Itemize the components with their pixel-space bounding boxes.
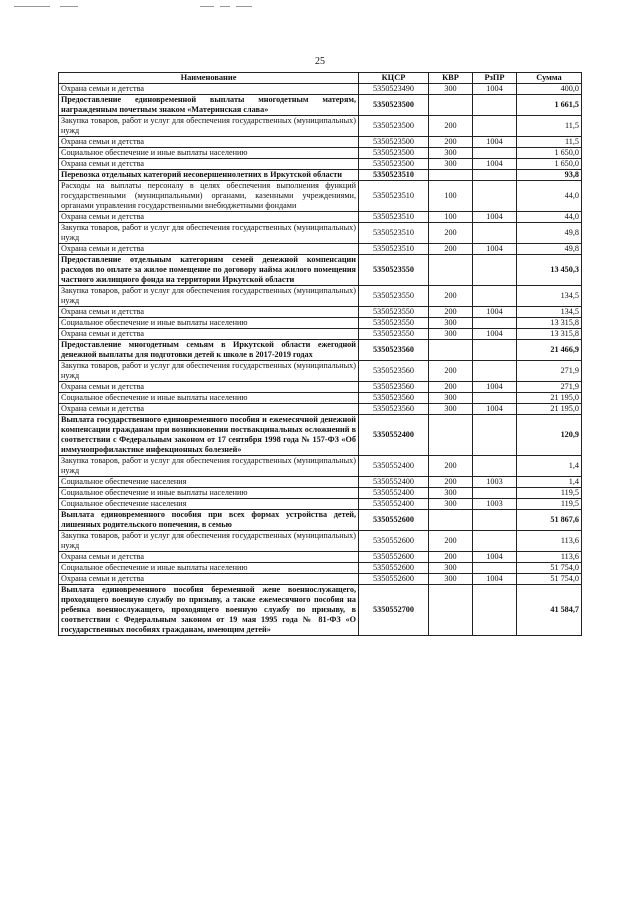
row-name-cell: Охрана семьи и детства [59, 307, 359, 318]
row-kcsr-cell: 5350523550 [359, 329, 429, 340]
table-row [59, 223, 582, 244]
row-kcsr-cell: 5350552700 [359, 585, 429, 636]
row-name-cell: Предоставление многодетным семьям в Иркутской области ежегодной денежной выплаты для подготовки детей к школе в 2017-2019 годах [59, 340, 359, 361]
row-kcsr-cell: 5350523490 [359, 84, 429, 95]
row-sum-cell: 271,9 [517, 382, 582, 393]
table-row [59, 361, 582, 382]
row-rzpr-cell [473, 585, 517, 636]
row-sum-cell: 1,4 [517, 456, 582, 477]
row-sum-cell: 119,5 [517, 499, 582, 510]
row-rzpr-cell [473, 531, 517, 552]
row-name-cell: Охрана семьи и детства [59, 159, 359, 170]
row-kcsr-cell: 5350523500 [359, 148, 429, 159]
table-row [59, 244, 582, 255]
row-sum-cell: 271,9 [517, 361, 582, 382]
row-name-cell: Закупка товаров, работ и услуг для обеспечения государственных (муниципальных) нужд [59, 456, 359, 477]
row-rzpr-cell: 1004 [473, 307, 517, 318]
row-kvr-cell [429, 340, 473, 361]
row-rzpr-cell: 1003 [473, 477, 517, 488]
table-header [59, 73, 582, 84]
row-name-cell: Охрана семьи и детства [59, 404, 359, 415]
row-sum-cell: 1 650,0 [517, 148, 582, 159]
row-kvr-cell: 300 [429, 84, 473, 95]
row-kvr-cell: 200 [429, 116, 473, 137]
row-kvr-cell: 300 [429, 159, 473, 170]
table-row [59, 563, 582, 574]
row-kcsr-cell: 5350523510 [359, 212, 429, 223]
row-kvr-cell: 300 [429, 404, 473, 415]
row-sum-cell: 44,0 [517, 181, 582, 212]
row-sum-cell: 1 650,0 [517, 159, 582, 170]
row-rzpr-cell [473, 488, 517, 499]
row-kcsr-cell: 5350523560 [359, 393, 429, 404]
row-kvr-cell: 300 [429, 499, 473, 510]
row-sum-cell: 21 466,9 [517, 340, 582, 361]
row-kcsr-cell: 5350552400 [359, 499, 429, 510]
row-kcsr-cell: 5350552400 [359, 456, 429, 477]
header-kvr: КВР [429, 73, 473, 84]
page-number: 25 [315, 56, 325, 67]
table-row [59, 499, 582, 510]
table-row-program [59, 510, 582, 531]
row-kcsr-cell: 5350552600 [359, 531, 429, 552]
row-sum-cell: 134,5 [517, 307, 582, 318]
row-kcsr-cell: 5350552400 [359, 415, 429, 456]
row-rzpr-cell [473, 361, 517, 382]
row-sum-cell: 44,0 [517, 212, 582, 223]
table-row [59, 477, 582, 488]
row-name-cell: Социальное обеспечение и иные выплаты населению [59, 393, 359, 404]
row-kvr-cell: 200 [429, 137, 473, 148]
row-kvr-cell: 300 [429, 148, 473, 159]
row-name-cell: Социальное обеспечение и иные выплаты населению [59, 318, 359, 329]
row-name-cell: Выплата единовременного пособия беременной жене военнослужащего, проходящего военную службу по призыву, а также ежемесячного пособия на ребенка военнослужащего, проходящего военную службу по призыву, в соответствии с Федеральным законом от 19 мая 1995 года № 81-ФЗ «О государственных пособиях гражданам, имеющим детей» [59, 585, 359, 636]
scan-artifact-marks [14, 4, 254, 10]
row-name-cell: Закупка товаров, работ и услуг для обеспечения государственных (муниципальных) нужд [59, 286, 359, 307]
row-name-cell: Охрана семьи и детства [59, 552, 359, 563]
row-kvr-cell: 300 [429, 563, 473, 574]
row-rzpr-cell [473, 286, 517, 307]
row-kcsr-cell: 5350523550 [359, 286, 429, 307]
table-row [59, 84, 582, 95]
row-kcsr-cell: 5350523500 [359, 159, 429, 170]
row-kvr-cell [429, 510, 473, 531]
table-row-program [59, 255, 582, 286]
row-rzpr-cell [473, 223, 517, 244]
row-kvr-cell: 100 [429, 212, 473, 223]
table-row [59, 212, 582, 223]
table-row-program [59, 170, 582, 181]
table-row [59, 456, 582, 477]
row-kvr-cell: 300 [429, 393, 473, 404]
row-rzpr-cell: 1003 [473, 499, 517, 510]
row-kcsr-cell: 5350523500 [359, 95, 429, 116]
row-kvr-cell: 300 [429, 329, 473, 340]
table-row [59, 382, 582, 393]
row-sum-cell: 113,6 [517, 552, 582, 563]
row-kvr-cell: 200 [429, 552, 473, 563]
row-kvr-cell: 300 [429, 318, 473, 329]
row-kvr-cell [429, 95, 473, 116]
row-sum-cell: 400,0 [517, 84, 582, 95]
row-name-cell: Социальное обеспечение и иные выплаты населению [59, 563, 359, 574]
table-body [59, 84, 582, 636]
row-sum-cell: 41 584,7 [517, 585, 582, 636]
row-rzpr-cell: 1004 [473, 84, 517, 95]
row-kcsr-cell: 5350523510 [359, 181, 429, 212]
row-sum-cell: 49,8 [517, 223, 582, 244]
row-kvr-cell: 200 [429, 361, 473, 382]
row-kvr-cell: 300 [429, 488, 473, 499]
row-rzpr-cell [473, 456, 517, 477]
row-rzpr-cell: 1004 [473, 552, 517, 563]
row-name-cell: Предоставление отдельным категориям семей денежной компенсации расходов по оплате за жилое помещение по договору найма жилого помещения частного жилищного фонда на территории Иркутской области [59, 255, 359, 286]
row-name-cell: Выплата единовременного пособия при всех формах устройства детей, лишенных родительского попечения, в семью [59, 510, 359, 531]
row-kcsr-cell: 5350523510 [359, 244, 429, 255]
row-name-cell: Закупка товаров, работ и услуг для обеспечения государственных (муниципальных) нужд [59, 223, 359, 244]
row-kvr-cell: 200 [429, 244, 473, 255]
table-row-program [59, 585, 582, 636]
row-rzpr-cell [473, 116, 517, 137]
table-row [59, 318, 582, 329]
row-rzpr-cell: 1004 [473, 212, 517, 223]
header-rzpr: РзПР [473, 73, 517, 84]
row-sum-cell: 51 867,6 [517, 510, 582, 531]
row-rzpr-cell: 1004 [473, 574, 517, 585]
row-kcsr-cell: 5350523500 [359, 116, 429, 137]
row-kvr-cell: 200 [429, 286, 473, 307]
row-kcsr-cell: 5350552600 [359, 574, 429, 585]
row-kcsr-cell: 5350523500 [359, 137, 429, 148]
row-kcsr-cell: 5350523550 [359, 255, 429, 286]
table-row [59, 531, 582, 552]
row-kcsr-cell: 5350523550 [359, 318, 429, 329]
row-kvr-cell [429, 255, 473, 286]
row-kcsr-cell: 5350552400 [359, 477, 429, 488]
row-sum-cell: 11,5 [517, 137, 582, 148]
row-name-cell: Социальное обеспечение и иные выплаты населению [59, 148, 359, 159]
row-kvr-cell [429, 585, 473, 636]
row-kvr-cell: 200 [429, 531, 473, 552]
row-kvr-cell: 200 [429, 456, 473, 477]
row-name-cell: Социальное обеспечение населения [59, 477, 359, 488]
table-row [59, 116, 582, 137]
row-sum-cell: 134,5 [517, 286, 582, 307]
row-sum-cell: 21 195,0 [517, 404, 582, 415]
row-name-cell: Социальное обеспечение населения [59, 499, 359, 510]
row-kvr-cell: 200 [429, 382, 473, 393]
row-sum-cell: 11,5 [517, 116, 582, 137]
row-sum-cell: 13 450,3 [517, 255, 582, 286]
row-rzpr-cell [473, 148, 517, 159]
table-row [59, 307, 582, 318]
table-row [59, 329, 582, 340]
row-kvr-cell [429, 170, 473, 181]
header-kcsr: КЦСР [359, 73, 429, 84]
table-row [59, 404, 582, 415]
row-rzpr-cell [473, 510, 517, 531]
row-kvr-cell: 100 [429, 181, 473, 212]
row-kcsr-cell: 5350523560 [359, 361, 429, 382]
row-kcsr-cell: 5350552600 [359, 510, 429, 531]
row-sum-cell: 1,4 [517, 477, 582, 488]
header-name: Наименование [59, 73, 359, 84]
row-name-cell: Охрана семьи и детства [59, 329, 359, 340]
row-name-cell: Охрана семьи и детства [59, 212, 359, 223]
table-row-program [59, 95, 582, 116]
row-kcsr-cell: 5350552600 [359, 563, 429, 574]
row-rzpr-cell [473, 255, 517, 286]
table-row [59, 159, 582, 170]
table-row [59, 488, 582, 499]
table-row [59, 393, 582, 404]
row-rzpr-cell [473, 181, 517, 212]
table-row [59, 574, 582, 585]
row-rzpr-cell [473, 563, 517, 574]
row-sum-cell: 13 315,8 [517, 318, 582, 329]
row-rzpr-cell: 1004 [473, 137, 517, 148]
row-sum-cell: 21 195,0 [517, 393, 582, 404]
budget-table [58, 72, 582, 636]
row-name-cell: Охрана семьи и детства [59, 382, 359, 393]
table-row-program [59, 340, 582, 361]
row-kvr-cell: 200 [429, 307, 473, 318]
row-kvr-cell: 200 [429, 477, 473, 488]
table-row [59, 137, 582, 148]
row-name-cell: Расходы на выплаты персоналу в целях обеспечения выполнения функций государственными (муниципальными) органами, казенными учреждениями, органами управления государственными внебюджетными фондами [59, 181, 359, 212]
row-name-cell: Предоставление единовременной выплаты многодетным матерям, награжденным почетным знаком «Материнская слава» [59, 95, 359, 116]
row-name-cell: Охрана семьи и детства [59, 137, 359, 148]
row-name-cell: Закупка товаров, работ и услуг для обеспечения государственных (муниципальных) нужд [59, 361, 359, 382]
row-name-cell: Закупка товаров, работ и услуг для обеспечения государственных (муниципальных) нужд [59, 116, 359, 137]
row-name-cell: Охрана семьи и детства [59, 244, 359, 255]
header-sum: Сумма [517, 73, 582, 84]
row-rzpr-cell: 1004 [473, 382, 517, 393]
row-rzpr-cell [473, 170, 517, 181]
row-kcsr-cell: 5350523510 [359, 170, 429, 181]
row-rzpr-cell: 1004 [473, 244, 517, 255]
table-row-program [59, 415, 582, 456]
row-rzpr-cell [473, 318, 517, 329]
row-sum-cell: 1 661,5 [517, 95, 582, 116]
row-name-cell: Перевозка отдельных категорий несовершеннолетних в Иркутской области [59, 170, 359, 181]
table-row [59, 148, 582, 159]
row-kcsr-cell: 5350523560 [359, 340, 429, 361]
row-kcsr-cell: 5350552600 [359, 552, 429, 563]
row-sum-cell: 119,5 [517, 488, 582, 499]
row-rzpr-cell [473, 340, 517, 361]
row-sum-cell: 93,8 [517, 170, 582, 181]
row-kcsr-cell: 5350523550 [359, 307, 429, 318]
row-name-cell: Охрана семьи и детства [59, 84, 359, 95]
row-rzpr-cell: 1004 [473, 159, 517, 170]
row-kcsr-cell: 5350523560 [359, 404, 429, 415]
row-sum-cell: 120,9 [517, 415, 582, 456]
row-sum-cell: 51 754,0 [517, 563, 582, 574]
row-rzpr-cell [473, 415, 517, 456]
row-name-cell: Выплата государственного единовременного пособия и ежемесячной денежной компенсации гражданам при возникновении поствакцинальных осложнений в соответствии с Федеральным законом от 17 сентября 1998 года № 157-ФЗ «Об иммунопрофилактике инфекционных болезней» [59, 415, 359, 456]
row-kcsr-cell: 5350523560 [359, 382, 429, 393]
row-rzpr-cell: 1004 [473, 329, 517, 340]
row-rzpr-cell: 1004 [473, 404, 517, 415]
row-kvr-cell [429, 415, 473, 456]
row-sum-cell: 13 315,8 [517, 329, 582, 340]
row-sum-cell: 49,8 [517, 244, 582, 255]
row-sum-cell: 113,6 [517, 531, 582, 552]
row-kvr-cell: 200 [429, 223, 473, 244]
row-kvr-cell: 300 [429, 574, 473, 585]
row-name-cell: Охрана семьи и детства [59, 574, 359, 585]
table-row [59, 552, 582, 563]
row-name-cell: Социальное обеспечение и иные выплаты населению [59, 488, 359, 499]
row-kcsr-cell: 5350523510 [359, 223, 429, 244]
row-sum-cell: 51 754,0 [517, 574, 582, 585]
row-kcsr-cell: 5350552400 [359, 488, 429, 499]
table-row [59, 286, 582, 307]
row-name-cell: Закупка товаров, работ и услуг для обеспечения государственных (муниципальных) нужд [59, 531, 359, 552]
row-rzpr-cell [473, 95, 517, 116]
table-row [59, 181, 582, 212]
row-rzpr-cell [473, 393, 517, 404]
